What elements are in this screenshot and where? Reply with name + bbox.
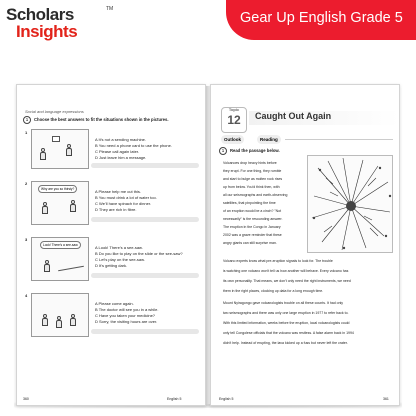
page-number-right: 361 (383, 397, 389, 401)
question-4-option-a: A Please come again. (95, 301, 134, 306)
question-2-option-a: A Please help me cut this. (95, 189, 142, 194)
figure-person (44, 260, 50, 274)
section-rule (285, 139, 393, 140)
question-3-option-d: D It's getting dark. (95, 263, 128, 268)
question-1-option-d: D Just leave him a message. (95, 155, 147, 160)
instruction-number: 1 (23, 116, 31, 124)
passage-line: didn't help. Instead of erupting, the lava kicked up a fuss but never left the crater. (223, 341, 348, 345)
passage-line: With this limited information, weeks before the eruption, local volcanologists could (223, 321, 350, 325)
figure-person (42, 202, 48, 216)
passage-line: necessarily" is the resounding answer. (223, 217, 283, 221)
figure-person (66, 144, 72, 158)
figure-person (56, 316, 62, 330)
passage-line: is watching one volcano won't tell us how another will behave. Every volcano has (223, 269, 349, 273)
passage-line: 2002 was a grave reminder that these (223, 233, 282, 237)
speech-bubble: Look! There's a see-saw. (40, 241, 81, 249)
read-instruction: Read the passage below. (230, 148, 280, 153)
topic-number: 12 (227, 113, 241, 127)
figure-person (70, 200, 76, 214)
page-footer-subject: English 5 (219, 397, 234, 401)
passage-line: and start to bulge as molten rock rises (223, 177, 283, 181)
question-number-2: 2 (25, 181, 28, 186)
instruction-text: Choose the best answers to fit the situations shown in the pictures. (34, 117, 169, 122)
question-4-picture (31, 293, 89, 337)
divider-swoosh (91, 329, 199, 334)
logo-word-scholars: Scholars (6, 5, 74, 24)
figure-person (42, 314, 48, 328)
passage-line: Mount Nyiragongo gave volcanologists trouble on all these counts. It had only (223, 301, 344, 305)
divider-swoosh (91, 273, 199, 278)
phone-icon (52, 136, 60, 142)
divider-swoosh (91, 217, 199, 222)
question-3-option-c: C Let's play on the see-saw. (95, 257, 145, 262)
passage-line: Volcano experts know what pre-eruption signals to look for. The trouble (223, 259, 333, 263)
page-number-left: 360 (23, 397, 29, 401)
question-number-3: 3 (25, 237, 28, 242)
passage-line: angry giants can still surprise man. (223, 241, 277, 245)
question-1-picture (31, 129, 89, 169)
question-4-option-b: B The doctor will see you in a while. (95, 307, 159, 312)
figure-person (40, 148, 46, 162)
divider-swoosh (91, 163, 199, 168)
page-footer-subject: English 5 (167, 397, 182, 401)
scholars-insights-logo (6, 6, 116, 40)
logo-word-insights: Insights (16, 22, 78, 41)
title-banner (226, 0, 416, 40)
figure-person (70, 314, 76, 328)
speech-bubble: Why are you so thirsty? (38, 185, 77, 193)
reading-tag: Reading (257, 135, 281, 144)
passage-line: all our seismographs and earth-observing (223, 193, 288, 197)
passage-line: of an eruption would be a cinch? "Not (223, 209, 282, 213)
question-3-picture (31, 237, 89, 281)
section-label: Social and language expressions (25, 109, 84, 114)
question-1-option-b: B You need a phone card to use the phone. (95, 143, 172, 148)
passage-line: them in the right places, clocking up data for a long enough time. (223, 289, 324, 293)
outlook-tag: Outlook (221, 135, 244, 144)
question-2-option-c: C We'll have spinach for dinner. (95, 201, 152, 206)
passage-line: The eruption in the Congo in January (223, 225, 281, 229)
question-2-option-d: D They are rich in fibre. (95, 207, 137, 212)
question-2-picture (31, 181, 89, 225)
banner-title: Gear Up English Grade 5 (240, 10, 403, 26)
question-1-option-a: A It's not a sending machine. (95, 137, 147, 142)
right-page (210, 84, 400, 406)
volcano-illustration (307, 155, 393, 253)
passage-line: its own personality. That means, we don't only need the right instruments, we need (223, 279, 351, 283)
question-4-option-c: C Have you taken your medicine? (95, 313, 156, 318)
question-2-option-b: B You must drink a lot of water too. (95, 195, 157, 200)
passage-line: satellites, that pinpointing the time (223, 201, 276, 205)
topic-label: Topic (228, 107, 240, 112)
passage-line: up from below. You'd think then, with (223, 185, 280, 189)
question-3-option-b: B Do you like to play on the slide or the see-saw? (95, 251, 183, 256)
question-number-1: 1 (25, 130, 28, 135)
left-page (16, 84, 206, 406)
logo-trademark: TM (106, 6, 114, 12)
question-1-option-c: C Please call again later. (95, 149, 140, 154)
see-saw-icon (58, 266, 84, 271)
read-instruction-number: 1 (219, 147, 227, 155)
passage-line: only tell Congolese officials that the volcano was restless. A false alarm back in 1994 (223, 331, 354, 335)
passage-line: two seismographs and there was only one large eruption in 1977 to refer back to. (223, 311, 349, 315)
passage-line: they erupt. For one thing, they rumble (223, 169, 282, 173)
question-4-option-d: D Sorry, the visiting hours are over. (95, 319, 158, 324)
passage-line: Volcanoes drop heavy hints before (223, 161, 277, 165)
volcano-drawing (308, 156, 394, 254)
chapter-title: Caught Out Again (255, 111, 332, 121)
question-3-option-a: A Look! There's a see-saw. (95, 245, 143, 250)
question-number-4: 4 (25, 293, 28, 298)
